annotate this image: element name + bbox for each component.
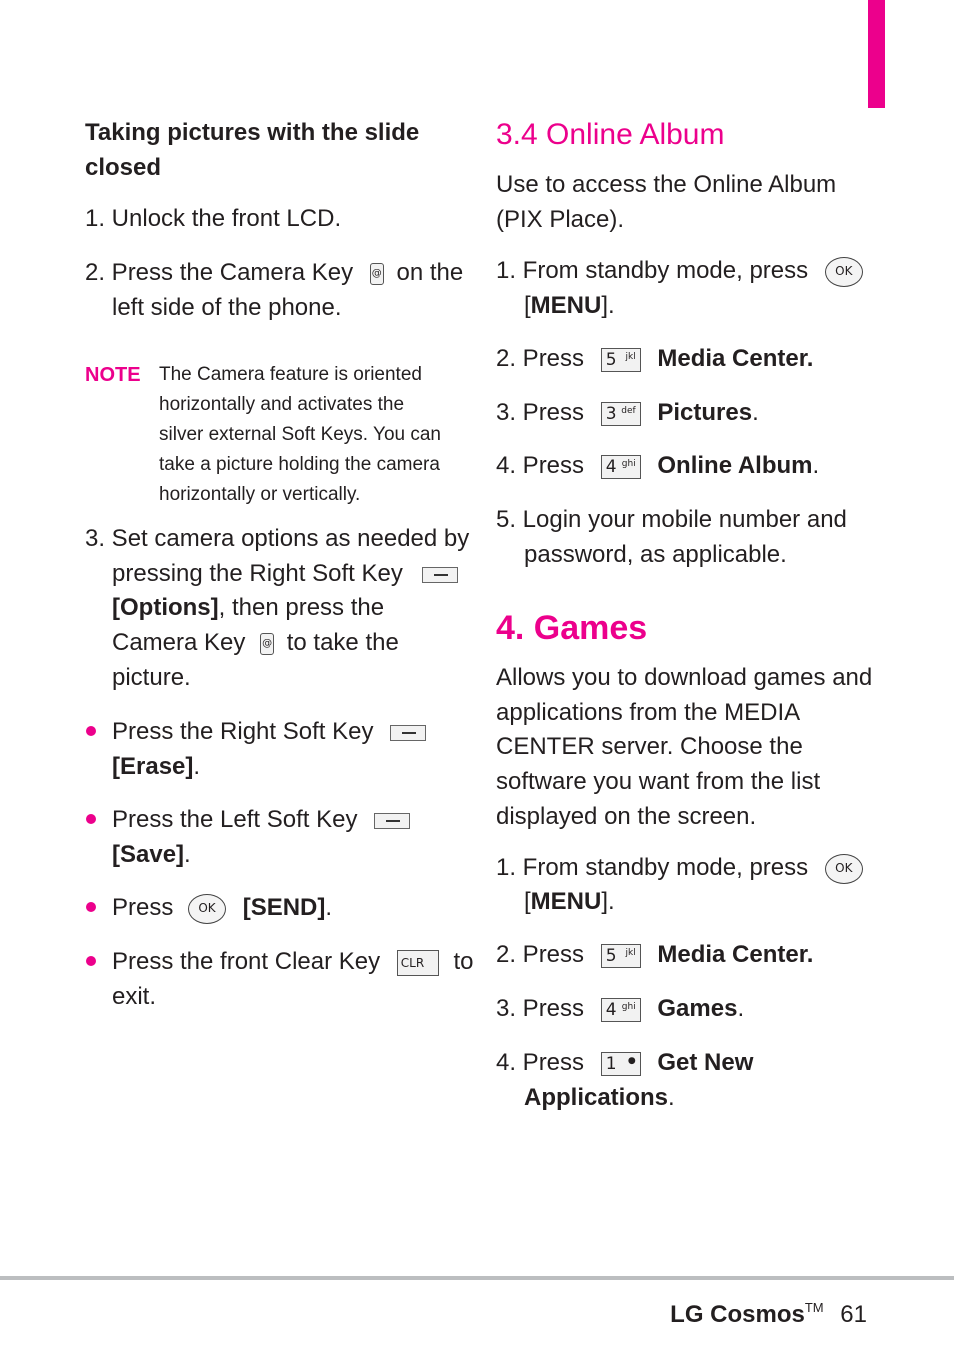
bullet-erase-line2: [Erase]. xyxy=(112,753,201,780)
trademark: TM xyxy=(804,1300,824,1315)
key-4-icon: 4 ghi xyxy=(601,998,641,1022)
note-line-1: The Camera feature is oriented xyxy=(159,364,422,385)
footer-rule xyxy=(0,1276,954,1280)
intro-line-2: (PIX Place). xyxy=(496,206,625,233)
album-step-2: 2. Press 5 jkl Media Center. xyxy=(496,345,814,372)
ok-key-icon: OK xyxy=(825,257,863,287)
key-5-icon: 5 jkl xyxy=(601,944,641,968)
section-title: 3.4 Online Album xyxy=(496,118,725,151)
page-footer xyxy=(670,1290,867,1333)
clear-key-icon: CLR xyxy=(397,950,439,976)
games-step-1: 1. From standby mode, press OK xyxy=(496,850,863,885)
bullet-send: Press OK [SEND]. xyxy=(112,890,332,925)
key-5-icon: 5 jkl xyxy=(601,348,641,372)
bullet-marker xyxy=(86,902,96,912)
key-3-icon: 3 def xyxy=(601,402,641,426)
album-step-1-line2: [MENU]. xyxy=(524,292,615,319)
subsection-heading-line2: closed xyxy=(85,154,162,181)
step-3-line5: picture. xyxy=(112,664,191,691)
step-2-cont: left side of the phone. xyxy=(112,294,342,321)
games-intro-2: applications from the MEDIA xyxy=(496,699,801,726)
note-line-5: horizontally or vertically. xyxy=(159,484,361,505)
chapter-tab-marker xyxy=(868,0,885,108)
step-3-line2: pressing the Right Soft Key xyxy=(112,556,458,591)
games-step-1-line2: [MENU]. xyxy=(524,888,615,915)
bullet-marker xyxy=(86,814,96,824)
note-label: NOTE xyxy=(85,364,141,386)
page-number: 61 xyxy=(840,1301,867,1328)
games-step-3: 3. Press 4 ghi Games. xyxy=(496,995,745,1022)
step-2: 2. Press the Camera Key @ on the xyxy=(85,259,464,286)
games-intro-1: Allows you to download games and xyxy=(496,664,873,691)
games-step-2: 2. Press 5 jkl Media Center. xyxy=(496,941,814,968)
games-intro-3: CENTER server. Choose the xyxy=(496,733,803,760)
bullet-marker xyxy=(86,726,96,736)
games-title: 4. Games xyxy=(496,609,648,647)
key-1-icon: 1 ● xyxy=(601,1052,641,1076)
album-step-3: 3. Press 3 def Pictures. xyxy=(496,399,759,426)
bullet-clear: Press the front Clear Key CLR to xyxy=(112,948,474,975)
bullet-save: Press the Left Soft Key xyxy=(112,802,410,837)
games-step-4: 4. Press 1 ● Get New xyxy=(496,1049,754,1076)
games-intro-5: displayed on the screen. xyxy=(496,803,757,830)
subsection-heading: Taking pictures with the slide xyxy=(85,119,420,146)
bullet-marker xyxy=(86,956,96,966)
album-step-5-line2: password, as applicable. xyxy=(524,541,787,568)
left-soft-key-icon xyxy=(374,813,410,829)
right-soft-key-icon xyxy=(390,725,426,741)
album-step-4: 4. Press 4 ghi Online Album. xyxy=(496,452,820,479)
games-intro-4: software you want from the list xyxy=(496,768,821,795)
key-4-icon: 4 ghi xyxy=(601,455,641,479)
ok-key-icon: OK xyxy=(825,854,863,884)
note-line-2: horizontally and activates the xyxy=(159,394,405,415)
brand-name: LG Cosmos xyxy=(670,1301,805,1328)
intro-line-1: Use to access the Online Album xyxy=(496,171,837,198)
camera-key-icon: @ xyxy=(260,633,274,655)
album-step-5: 5. Login your mobile number and xyxy=(496,506,847,533)
camera-key-icon: @ xyxy=(370,263,384,285)
step-3: 3. Set camera options as needed by xyxy=(85,525,470,552)
step-3-line3: [Options], then press the xyxy=(112,594,385,621)
step-3-line4: Camera Key @ to take the xyxy=(112,629,399,656)
album-step-1: 1. From standby mode, press OK xyxy=(496,253,863,288)
games-step-4-line2: Applications. xyxy=(524,1084,675,1111)
bullet-clear-line2: exit. xyxy=(112,983,157,1010)
bullet-save-line2: [Save]. xyxy=(112,841,191,868)
note-line-3: silver external Soft Keys. You can xyxy=(159,424,441,445)
right-soft-key-icon xyxy=(422,567,458,583)
bullet-erase: Press the Right Soft Key xyxy=(112,714,426,749)
step-1: 1. Unlock the front LCD. xyxy=(85,205,342,232)
note-line-4: take a picture holding the camera xyxy=(159,454,440,475)
ok-key-icon: OK xyxy=(188,894,226,924)
